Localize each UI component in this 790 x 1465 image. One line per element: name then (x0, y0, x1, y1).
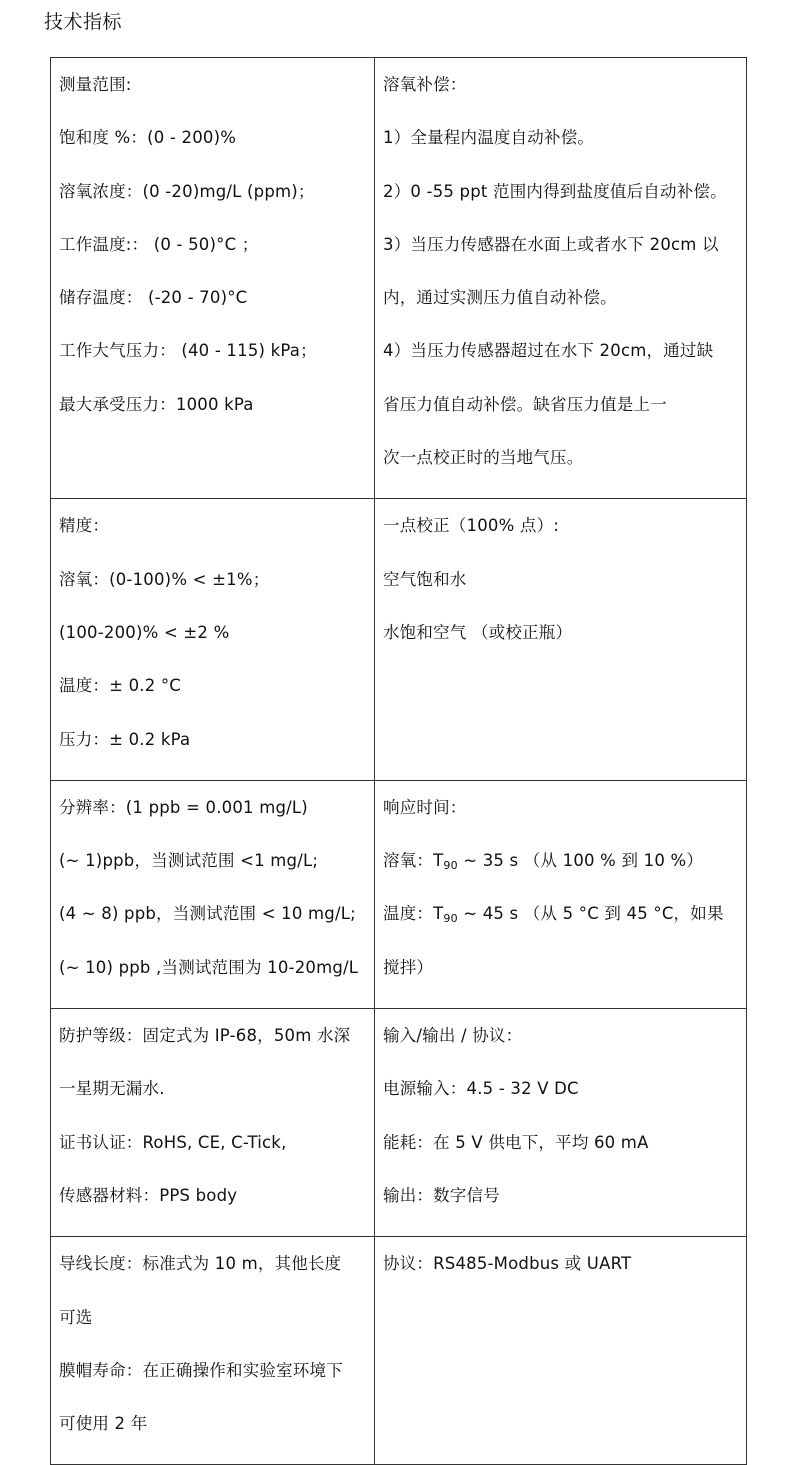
table-line: 电源输入：4.5 - 32 V DC (383, 1079, 579, 1099)
table-line: 输出：数字信号 (383, 1185, 500, 1205)
table-line: 工作大气压力： (40 - 115) kPa； (59, 341, 317, 361)
table-row (51, 1237, 747, 1465)
table-line: 溶氧补偿： (383, 75, 467, 94)
measurement-range-cell (51, 58, 375, 499)
table-line: 防护等级：固定式为 IP-68，50m 水深 (59, 1026, 351, 1046)
table-line: 2）0 -55 ppt 范围内得到盐度值后自动补偿。 (383, 181, 727, 201)
calibration-cell (375, 499, 747, 780)
table-line: 1）全量程内温度自动补偿。 (383, 128, 595, 148)
table-line: 省压力值自动补偿。缺省压力值是上一 (383, 394, 667, 414)
table-line: 溶氧：(0-100)% < ±1%； (59, 569, 270, 589)
table-line: 内，通过实测压力值自动补偿。 (383, 288, 617, 308)
table-line: 次一点校正时的当地气压。 (383, 448, 584, 468)
table-line: 测量范围: (59, 75, 132, 94)
table-line: 膜帽寿命：在正确操作和实验室环境下 (59, 1360, 343, 1380)
subscript: 90 (443, 912, 458, 926)
subscript: 90 (443, 859, 458, 873)
table-text: ~ 45 s （从 5 °C 到 45 °C，如果 (457, 904, 724, 924)
table-line: 溶氧浓度：(0 -20)mg/L (ppm)； (59, 181, 315, 201)
table-text: 温度：T (383, 904, 444, 924)
table-line: 能耗：在 5 V 供电下，平均 60 mA (383, 1132, 649, 1152)
table-line: 精度： (59, 516, 110, 536)
table-line: 工作温度:： (0 - 50)°C ； (59, 234, 259, 254)
table-line: (100-200)% < ±2 % (59, 622, 230, 642)
accuracy-cell (51, 499, 375, 780)
table-line: (~ 10) ppb ,当测试范围为 10-20mg/L (59, 957, 359, 977)
table-line: 空气饱和水 (383, 569, 467, 589)
table-row (51, 499, 747, 780)
table-line: (4 ~ 8) ppb，当测试范围 < 10 mg/L; (59, 904, 356, 924)
table-text: 溶氧：T (383, 851, 444, 871)
cable-lifetime-cell (51, 1237, 375, 1465)
table-row (51, 58, 747, 499)
protection-cell (51, 1009, 375, 1237)
table-line: 可使用 2 年 (59, 1414, 148, 1434)
response-time-cell (375, 780, 747, 1008)
table-line: 协议：RS485-Modbus 或 UART (383, 1254, 632, 1274)
table-line: 4）当压力传感器超过在水下 20cm，通过缺 (383, 341, 714, 361)
table-line: 一星期无漏水. (59, 1079, 165, 1099)
table-row (51, 780, 747, 1008)
table-line (383, 901, 746, 954)
protocol-cell (375, 1237, 747, 1465)
table-line: 温度：± 0.2 °C (59, 676, 182, 696)
table-line: (~ 1)ppb，当测试范围 <1 mg/L; (59, 851, 319, 871)
table-line: 可选 (59, 1307, 93, 1327)
table-line: 一点校正（100% 点）: (383, 516, 560, 536)
table-line: 响应时间： (383, 797, 467, 817)
table-line: 饱和度 %：(0 - 200)% (59, 128, 237, 148)
table-text: ~ 35 s （从 100 % 到 10 %） (457, 851, 704, 871)
table-line: 储存温度： (-20 - 70)°C (59, 288, 248, 308)
table-line: 分辨率：(1 ppb = 0.001 mg/L) (59, 797, 308, 817)
table-line: 导线长度：标准式为 10 m，其他长度 (59, 1254, 342, 1274)
io-protocol-cell (375, 1009, 747, 1237)
resolution-cell (51, 780, 375, 1008)
table-line: 传感器材料：PPS body (59, 1185, 238, 1205)
table-line: 输入/输出 / 协议： (383, 1026, 523, 1046)
table-row (51, 1009, 747, 1237)
table-line: 最大承受压力：1000 kPa (59, 394, 254, 414)
spec-table (50, 57, 747, 1465)
table-line: 搅拌） (383, 957, 434, 977)
table-line: 压力：± 0.2 kPa (59, 729, 191, 749)
table-line: 证书认证：RoHS, CE, C-Tick, (59, 1132, 287, 1152)
page-title: 技术指标 (44, 11, 123, 33)
do-compensation-cell (375, 58, 747, 499)
table-line: 3）当压力传感器在水面上或者水下 20cm 以 (383, 234, 719, 254)
table-line (383, 848, 746, 901)
table-line: 水饱和空气 （或校正瓶） (383, 622, 573, 642)
